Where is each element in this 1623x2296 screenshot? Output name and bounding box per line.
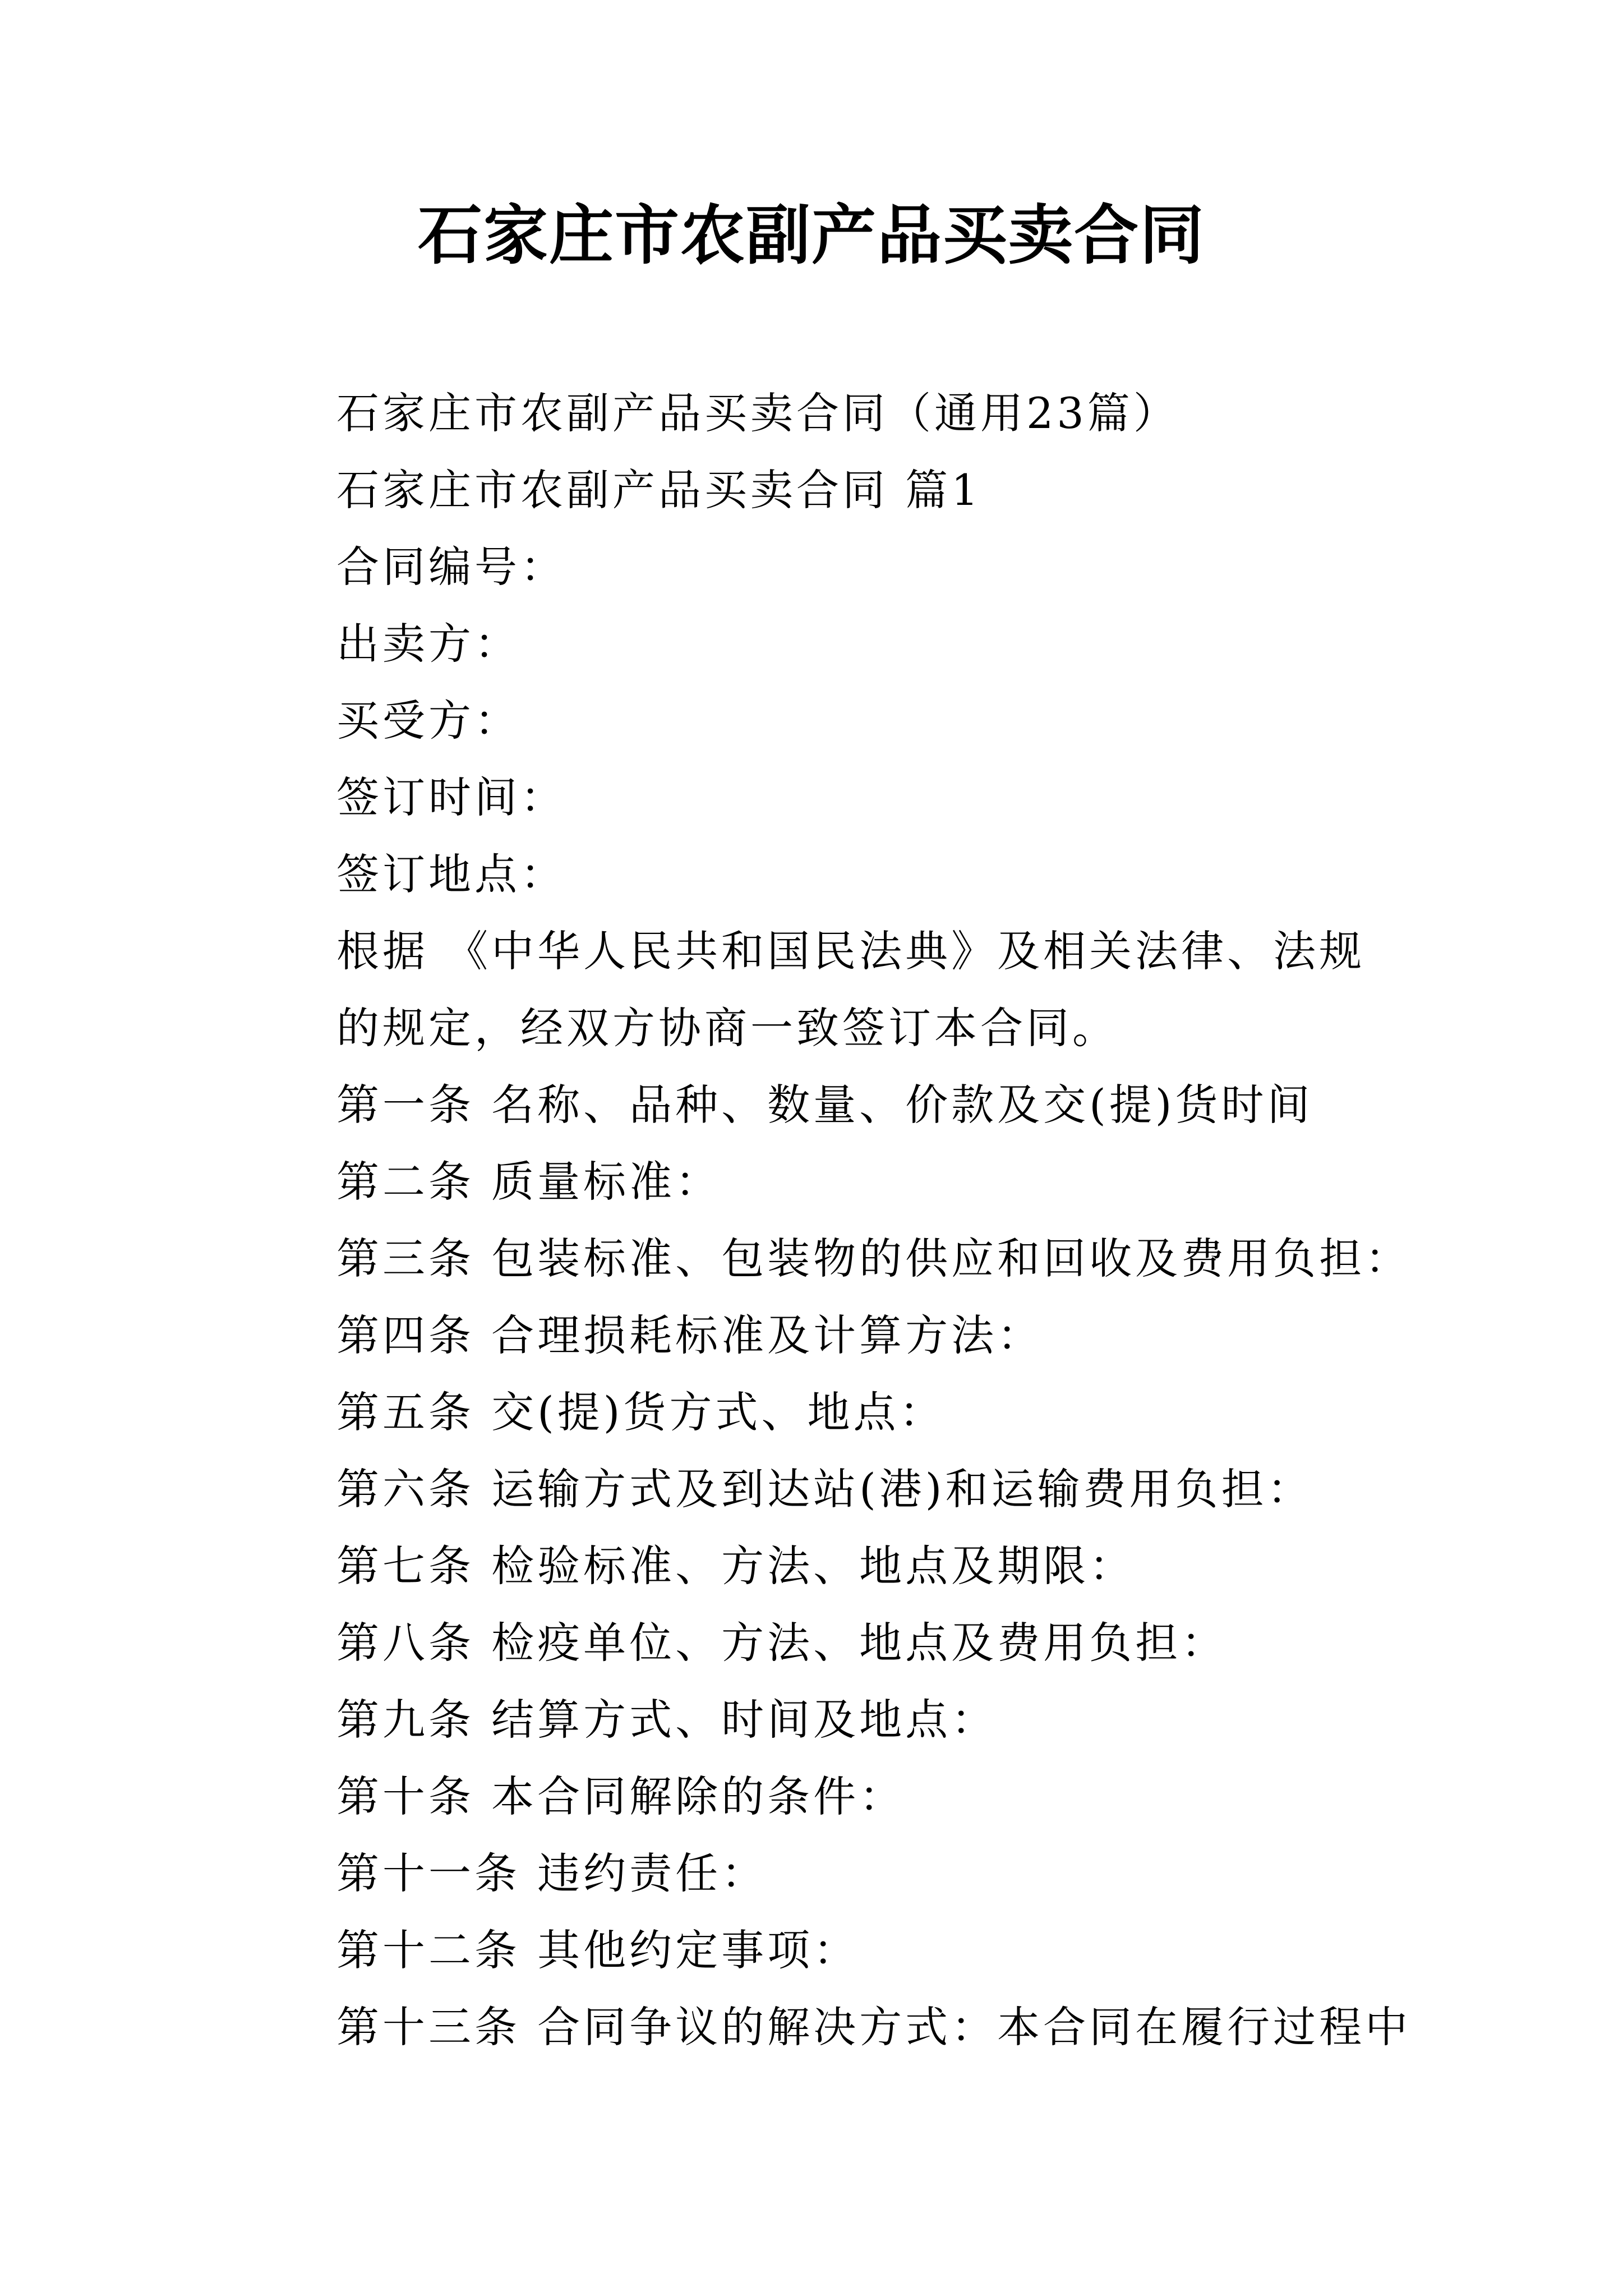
subtitle-line: 石家庄市农副产品买卖合同（通用23篇） bbox=[336, 388, 1179, 438]
buyer-field: 买受方： bbox=[336, 696, 520, 746]
article-9: 第九条 结算方式、时间及地点： bbox=[336, 1695, 998, 1745]
article-11: 第十一条 违约责任： bbox=[336, 1848, 768, 1898]
contract-number-field: 合同编号： bbox=[336, 542, 566, 592]
section-heading: 石家庄市农副产品买卖合同 篇1 bbox=[336, 465, 982, 515]
document-body bbox=[336, 375, 1458, 2065]
article-13: 第十三条 合同争议的解决方式：本合同在履行过程中 bbox=[336, 2002, 1412, 2052]
article-6: 第六条 运输方式及到达站(港)和运输费用负担： bbox=[336, 1464, 1313, 1514]
article-12: 第十二条 其他约定事项： bbox=[336, 1925, 860, 1975]
article-1: 第一条 名称、品种、数量、价款及交(提)货时间 bbox=[336, 1080, 1313, 1130]
signing-place-field: 签订地点： bbox=[336, 849, 566, 899]
document-title: 石家庄市农副产品买卖合同 bbox=[417, 197, 1205, 273]
article-4: 第四条 合理损耗标准及计算方法： bbox=[336, 1310, 1044, 1360]
preamble-line-2: 的规定，经双方协商一致签订本合同。 bbox=[336, 1003, 1118, 1053]
article-3: 第三条 包装标准、包装物的供应和回收及费用负担： bbox=[336, 1234, 1412, 1283]
preamble-line-1: 根据 《中华人民共和国民法典》及相关法律、法规 bbox=[336, 926, 1366, 976]
article-5: 第五条 交(提)货方式、地点： bbox=[336, 1387, 946, 1437]
signing-time-field: 签订时间： bbox=[336, 772, 566, 822]
seller-field: 出卖方： bbox=[336, 619, 520, 669]
article-8: 第八条 检疫单位、方法、地点及费用负担： bbox=[336, 1618, 1228, 1668]
article-7: 第七条 检验标准、方法、地点及期限： bbox=[336, 1541, 1136, 1591]
article-2: 第二条 质量标准： bbox=[336, 1157, 722, 1207]
article-10: 第十条 本合同解除的条件： bbox=[336, 1772, 906, 1821]
